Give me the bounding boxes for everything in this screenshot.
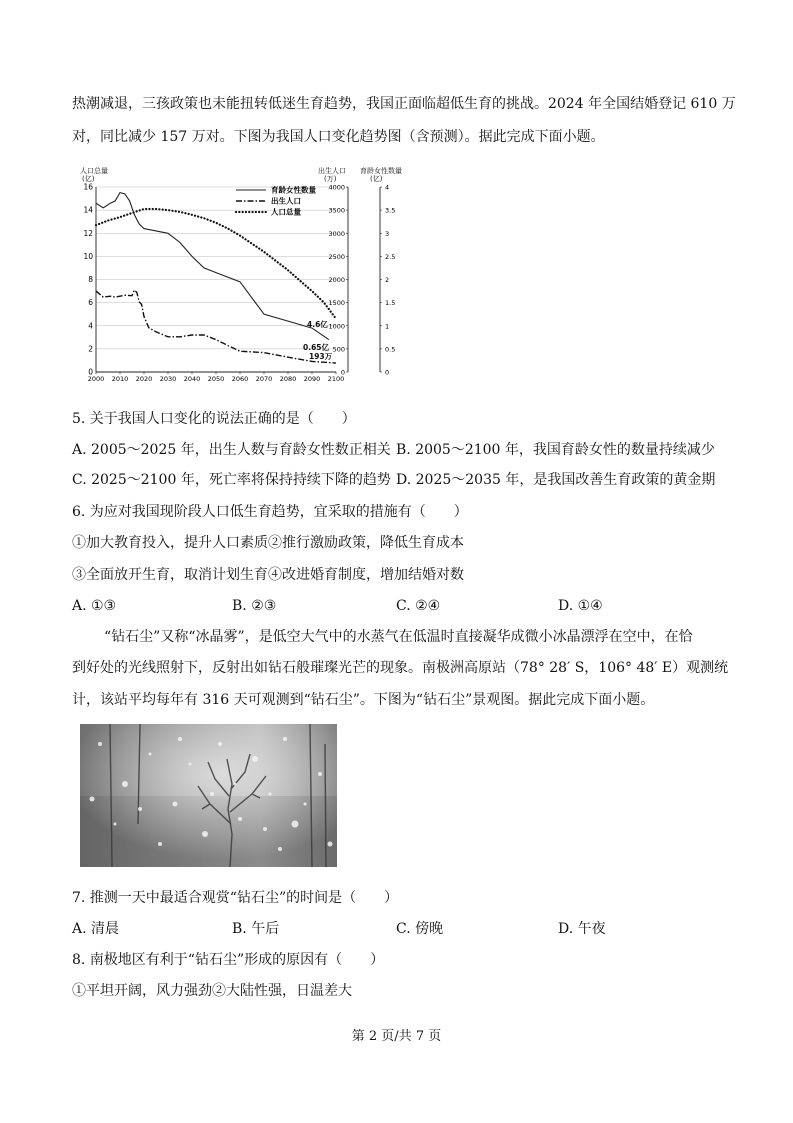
x-tick-label: 2100 [327,375,345,382]
y-mid-tick-label: 4000 [328,183,345,192]
x-tick-label: 2060 [231,375,249,382]
y-mid-tick-label: 2500 [328,252,345,261]
series-lines [96,193,336,364]
y-right-tick-label: 0.5 [385,345,396,354]
q5-option-c[interactable]: C. 2025～2100 年，死亡率将保持持续下降的趋势 [72,472,391,488]
q8-statement-1: ①平坦开阔，风力强劲②大陆性强，日温差大 [72,983,352,999]
q6-stem: 6. 为应对我国现阶段人口低生育趋势，宜采取的措施有（ ） [72,504,468,520]
q6-option-c[interactable]: C. ②④ [396,598,441,614]
y-mid-tick-label: 1500 [328,299,345,308]
y-left-tick-label: 12 [83,228,93,238]
intro-line-2: 对，同比减少 157 万对。下图为我国人口变化趋势图（含预测）。据此完成下面小题。 [72,129,605,145]
x-tick-label: 2030 [159,375,177,382]
x-tick-label: 2080 [279,375,297,382]
y-left-label-2: (亿) [82,175,95,183]
x-tick-label: 2040 [183,375,201,382]
y-left-tick-label: 6 [88,298,93,308]
q8-stem: 8. 南极地区有利于“钻石尘”形成的原因有（ ） [72,952,385,968]
x-tick-label: 2000 [87,375,105,382]
y-right-tick-label: 4 [385,183,390,192]
legend-label: 出生人口 [271,196,301,206]
y-right-tick-label: 1.5 [385,299,396,308]
y-left-tick-label: 10 [83,251,93,261]
series-line-dashdot [96,290,336,363]
q5-stem: 5. 关于我国人口变化的说法正确的是（ ） [72,411,356,427]
q5-option-a[interactable]: A. 2005～2025 年，出生人数与育龄女性数正相关 [72,442,391,458]
q6-option-d[interactable]: D. ①④ [558,598,603,614]
y-mid-tick-label: 1000 [328,322,345,331]
legend-label: 育龄女性数量 [271,185,316,195]
y-mid-tick-label: 500 [332,345,345,354]
q7-option-d[interactable]: D. 午夜 [558,921,606,937]
y-mid-tick-label: 3500 [328,206,345,215]
q7-option-a[interactable]: A. 清晨 [72,921,120,937]
y-mid-tick-label: 2000 [328,276,345,284]
x-tick-label: 2020 [135,375,153,382]
population-trend-chart [78,164,410,382]
legend-label: 人口总量 [271,207,301,217]
legend [236,185,316,217]
y-mid-tick-label: 0 [340,368,345,377]
y-right-tick-label: 3 [385,229,390,238]
annotation-total: 4.6亿 [307,320,328,329]
x-tick-label: 2070 [255,375,273,382]
q6-statement-1: ①加大教育投入，提升人口素质②推行激励政策，降低生育成本 [72,535,464,551]
q7-stem: 7. 推测一天中最适合观赏“钻石尘”的时间是（ ） [72,890,399,906]
y-right-tick-label: 3.5 [385,206,396,215]
intro-line-1: 热潮减退，三孩政策也未能扭转低迷生育趋势，我国正面临超低生育的挑战。2024 年全国结婚登记 610 万 [72,96,736,112]
q6-option-b[interactable]: B. ②③ [232,598,277,614]
y-left-tick-label: 4 [88,321,93,331]
diamond-dust-photo [80,724,337,867]
annotation-births: 193万 [309,352,333,361]
x-tick-label: 2010 [111,375,129,382]
y-mid-label-2: (万) [324,175,337,183]
y-left-tick-label: 14 [83,205,93,215]
y-right-tick-label: 1 [385,322,390,331]
q5-option-b[interactable]: B. 2005～2100 年，我国育龄女性的数量持续减少 [396,442,715,458]
q7-option-c[interactable]: C. 傍晚 [396,921,444,937]
page-footer: 第 2 页/共 7 页 [351,1029,442,1044]
y-right-tick-label: 0 [385,368,390,377]
y-mid-label-1: 出生人口 [318,167,346,175]
annotation-women: 0.65亿 [303,343,330,352]
y-right-tick-label: 2.5 [385,252,396,261]
y-mid-tick-label: 3000 [328,229,345,238]
q6-option-a[interactable]: A. ①③ [72,598,117,614]
y-left-tick-label: 0 [88,367,93,377]
y-left-tick-label: 2 [88,344,93,354]
y-left-tick-label: 16 [83,182,93,192]
passage-line-2: 到好处的光线照射下，反射出如钻石般璀璨光芒的现象。南极洲高原站（78° 28′ S，106° 48′ E）观测统 [72,660,729,676]
passage-line-1: “钻石尘”又称“冰晶雾”，是低空大气中的水蒸气在低温时直接凝华成微小冰晶漂浮在空中，在恰 [104,629,693,645]
passage-line-3: 计，该站平均每年有 316 天可观测到“钻石尘”。下图为“钻石尘”景观图。据此完成下面小题。 [72,692,655,708]
y-right-label-1: 育龄女性数量 [360,167,402,175]
y-right-label-2: (亿) [370,175,383,183]
q7-option-b[interactable]: B. 午后 [232,921,280,937]
y-right-tick-label: 2 [385,276,390,284]
q6-statement-2: ③全面放开生育，取消计划生育④改进婚育制度，增加结婚对数 [72,567,464,583]
y-left-label-1: 人口总量 [80,167,108,175]
x-tick-label: 2090 [303,375,321,382]
q5-option-d[interactable]: D. 2025～2035 年，是我国改善生育政策的黄金期 [396,472,716,488]
y-left-tick-label: 8 [88,275,93,284]
x-tick-label: 2050 [207,375,225,382]
